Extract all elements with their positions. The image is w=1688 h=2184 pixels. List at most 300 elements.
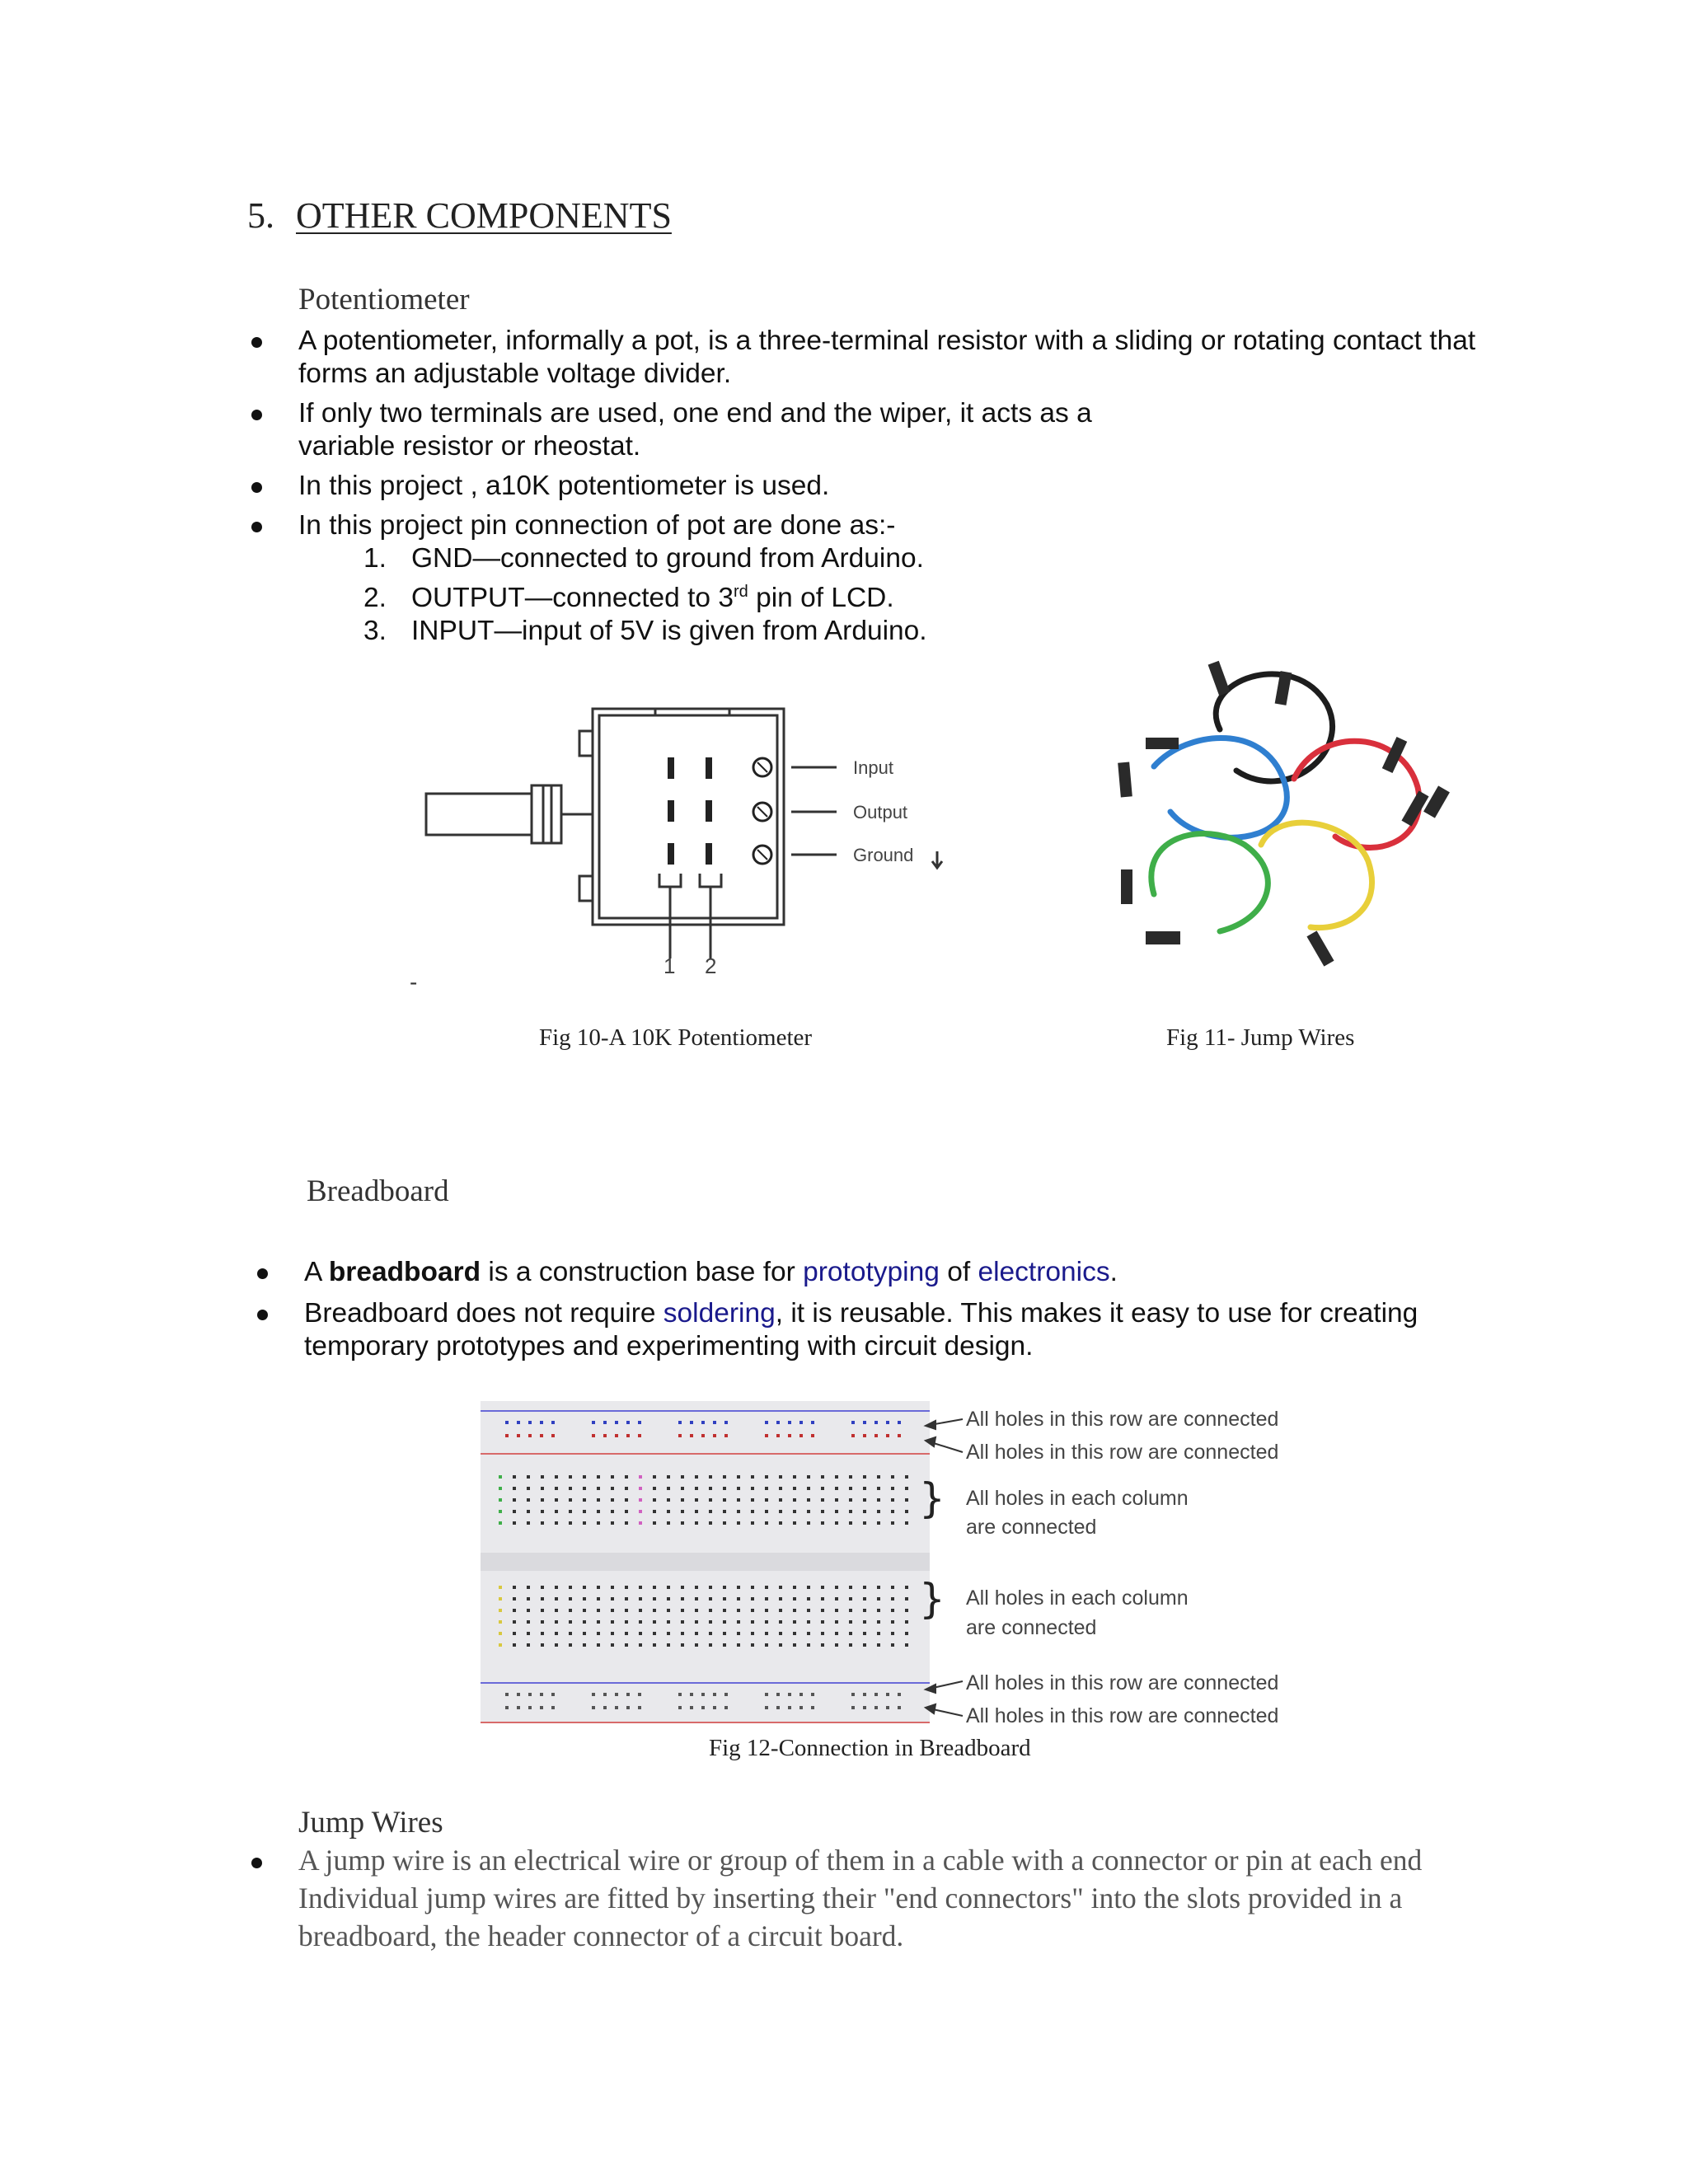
bullet-text: In this project , a10K potentiometer is used. — [298, 471, 830, 501]
bullet-dot-icon — [251, 410, 262, 420]
breadboard-hole — [724, 1706, 728, 1709]
breadboard-hole — [863, 1632, 866, 1635]
pin-list — [251, 542, 1512, 648]
breadboard-hole — [776, 1421, 780, 1424]
breadboard-hole — [709, 1586, 712, 1589]
breadboard-hole — [863, 1693, 866, 1696]
breadboard-hole — [811, 1434, 814, 1437]
breadboard-hole — [713, 1434, 716, 1437]
breadboard-hole — [569, 1643, 572, 1647]
breadboard-hole — [723, 1609, 726, 1612]
breadboard-hole — [695, 1475, 698, 1479]
breadboard-hole — [701, 1434, 705, 1437]
breadboard-hole — [807, 1609, 810, 1612]
breadboard-hole — [528, 1706, 532, 1709]
breadboard-hole — [709, 1643, 712, 1647]
breadboard-hole — [891, 1510, 894, 1513]
breadboard-hole — [541, 1498, 544, 1502]
brace-icon: } — [919, 1575, 945, 1623]
breadboard-hole — [505, 1421, 509, 1424]
label-col-1a: All holes in each column — [966, 1487, 1189, 1510]
breadboard-hole — [639, 1498, 642, 1502]
breadboard-hole — [681, 1586, 684, 1589]
breadboard-hole — [799, 1421, 803, 1424]
breadboard-hole — [874, 1434, 878, 1437]
breadboard-hole — [724, 1693, 728, 1696]
breadboard-hole — [639, 1643, 642, 1647]
label-row-4: All holes in this row are connected — [966, 1704, 1279, 1727]
breadboard-hole — [835, 1597, 838, 1601]
breadboard-hole — [863, 1421, 866, 1424]
breadboard-hole — [849, 1510, 852, 1513]
label-col-2a: All holes in each column — [966, 1586, 1189, 1610]
breadboard-hole — [690, 1706, 693, 1709]
breadboard-hole — [513, 1586, 516, 1589]
breadboard-hole — [793, 1632, 796, 1635]
breadboard-hole — [513, 1498, 516, 1502]
pot-label-input: Input — [853, 757, 893, 778]
pin-text-after: pin of LCD. — [748, 583, 894, 614]
breadboard-hole — [527, 1521, 530, 1525]
breadboard-hole — [638, 1706, 641, 1709]
breadboard-hole — [653, 1643, 656, 1647]
breadboard-hole — [849, 1487, 852, 1490]
breadboard-hole — [807, 1597, 810, 1601]
breadboard-hole — [793, 1597, 796, 1601]
bullet-text: Breadboard does not require — [304, 1298, 663, 1329]
pin-item — [363, 542, 1512, 575]
breadboard-hole — [611, 1487, 614, 1490]
breadboard-hole — [723, 1498, 726, 1502]
breadboard-hole — [667, 1521, 670, 1525]
breadboard-hole — [597, 1632, 600, 1635]
breadboard-hole — [877, 1521, 880, 1525]
breadboard-hole — [891, 1609, 894, 1612]
bullet-dot-icon — [251, 337, 262, 348]
breadboard-hole — [776, 1693, 780, 1696]
breadboard-hole — [625, 1597, 628, 1601]
breadboard-hole — [540, 1434, 543, 1437]
breadboard-hole — [499, 1643, 502, 1647]
breadboard-hole — [597, 1475, 600, 1479]
breadboard-hole — [807, 1521, 810, 1525]
breadboard-hole — [807, 1487, 810, 1490]
breadboard-hole — [751, 1609, 754, 1612]
breadboard-hole — [886, 1434, 889, 1437]
breadboard-hole — [811, 1421, 814, 1424]
breadboard-hole — [807, 1643, 810, 1647]
breadboard-hole — [678, 1706, 682, 1709]
breadboard-hole — [751, 1643, 754, 1647]
section-title: OTHER COMPONENTS — [296, 195, 672, 236]
breadboard-hole — [799, 1693, 803, 1696]
breadboard-hole — [863, 1706, 866, 1709]
breadboard-hole — [863, 1643, 866, 1647]
breadboard-hole — [891, 1620, 894, 1624]
breadboard-hole — [737, 1597, 740, 1601]
breadboard-hole — [653, 1620, 656, 1624]
breadboard-hole — [765, 1421, 768, 1424]
breadboard-hole — [551, 1421, 555, 1424]
breadboard-hole — [765, 1632, 768, 1635]
breadboard-hole — [678, 1693, 682, 1696]
breadboard-hole — [592, 1706, 595, 1709]
breadboard-hole — [611, 1597, 614, 1601]
breadboard-hole — [863, 1434, 866, 1437]
breadboard-hole — [551, 1434, 555, 1437]
breadboard-hole — [541, 1510, 544, 1513]
breadboard-hole — [527, 1643, 530, 1647]
breadboard-hole — [555, 1521, 558, 1525]
breadboard-hole — [583, 1487, 586, 1490]
bullet-item — [257, 1256, 1518, 1289]
breadboard-hole — [626, 1693, 630, 1696]
breadboard-hole — [597, 1521, 600, 1525]
breadboard-hole — [678, 1421, 682, 1424]
breadboard-hole — [513, 1643, 516, 1647]
breadboard-hole — [527, 1620, 530, 1624]
breadboard-hole — [793, 1609, 796, 1612]
breadboard-hole — [527, 1498, 530, 1502]
breadboard-hole — [667, 1487, 670, 1490]
breadboard-hole — [681, 1487, 684, 1490]
breadboard-hole — [555, 1609, 558, 1612]
breadboard-hole — [737, 1521, 740, 1525]
breadboard-hole — [690, 1693, 693, 1696]
breadboard-hole — [835, 1475, 838, 1479]
breadboard-hole — [625, 1498, 628, 1502]
breadboard-hole — [723, 1487, 726, 1490]
breadboard-hole — [527, 1632, 530, 1635]
breadboard-hole — [863, 1597, 866, 1601]
breadboard-hole — [695, 1487, 698, 1490]
breadboard-hole — [499, 1510, 502, 1513]
breadboard-hole — [569, 1609, 572, 1612]
breadboard-hole — [863, 1586, 866, 1589]
pot-pin-2-label: 2 — [705, 954, 717, 978]
breadboard-hole — [891, 1475, 894, 1479]
breadboard-hole — [723, 1521, 726, 1525]
breadboard-hole — [793, 1487, 796, 1490]
breadboard-hole — [527, 1487, 530, 1490]
breadboard-hole — [709, 1597, 712, 1601]
potentiometer-heading: Potentiometer — [298, 283, 470, 316]
breadboard-hole — [513, 1510, 516, 1513]
breadboard-hole — [597, 1609, 600, 1612]
breadboard-hole — [569, 1620, 572, 1624]
breadboard-hole — [891, 1487, 894, 1490]
breadboard-hole — [638, 1421, 641, 1424]
breadboard-hole — [905, 1643, 908, 1647]
breadboard-hole — [569, 1632, 572, 1635]
potentiometer-bullets — [251, 325, 1512, 648]
breadboard-hole — [799, 1706, 803, 1709]
breadboard-hole — [551, 1693, 555, 1696]
breadboard-hole — [513, 1632, 516, 1635]
breadboard-hole — [751, 1521, 754, 1525]
breadboard-hole — [765, 1510, 768, 1513]
breadboard-hole — [667, 1475, 670, 1479]
breadboard-hole — [513, 1521, 516, 1525]
breadboard-hole — [765, 1706, 768, 1709]
breadboard-hole — [555, 1597, 558, 1601]
breadboard-hole — [905, 1597, 908, 1601]
breadboard-hole — [499, 1597, 502, 1601]
breadboard-hole — [779, 1498, 782, 1502]
breadboard-hole — [639, 1586, 642, 1589]
breadboard-hole — [807, 1586, 810, 1589]
breadboard-hole — [625, 1632, 628, 1635]
bullet-dot-icon — [251, 522, 262, 532]
breadboard-hole — [513, 1597, 516, 1601]
breadboard-hole — [724, 1434, 728, 1437]
breadboard-hole — [653, 1510, 656, 1513]
breadboard-hole — [709, 1632, 712, 1635]
brace-icon: } — [919, 1474, 945, 1522]
breadboard-hole — [849, 1475, 852, 1479]
breadboard-hole — [835, 1510, 838, 1513]
breadboard-hole — [528, 1421, 532, 1424]
breadboard-hole — [499, 1521, 502, 1525]
breadboard-hole — [849, 1498, 852, 1502]
breadboard-hole — [681, 1498, 684, 1502]
breadboard-hole — [615, 1693, 618, 1696]
breadboard-hole — [851, 1421, 855, 1424]
breadboard-hole — [528, 1693, 532, 1696]
breadboard-hole — [625, 1609, 628, 1612]
breadboard-hole — [528, 1434, 532, 1437]
section-heading — [247, 194, 672, 237]
pin-sup: rd — [734, 583, 748, 601]
breadboard-hole — [681, 1597, 684, 1601]
breadboard-hole — [811, 1706, 814, 1709]
breadboard-hole — [517, 1693, 520, 1696]
prototyping-link[interactable]: prototyping — [803, 1257, 940, 1287]
breadboard-hole — [592, 1434, 595, 1437]
soldering-link[interactable]: soldering — [663, 1298, 776, 1329]
breadboard-hole — [667, 1609, 670, 1612]
breadboard-hole — [799, 1434, 803, 1437]
breadboard-hole — [807, 1475, 810, 1479]
breadboard-hole — [723, 1586, 726, 1589]
breadboard-hole — [874, 1421, 878, 1424]
breadboard-hole — [779, 1487, 782, 1490]
breadboard-hole — [625, 1643, 628, 1647]
breadboard-hole — [597, 1510, 600, 1513]
breadboard-hole — [765, 1597, 768, 1601]
breadboard-hole — [851, 1706, 855, 1709]
breadboard-hole — [751, 1597, 754, 1601]
pin-number: 2. — [363, 583, 387, 614]
breadboard-hole — [835, 1487, 838, 1490]
breadboard-hole — [681, 1643, 684, 1647]
breadboard-hole — [690, 1421, 693, 1424]
breadboard-hole — [527, 1586, 530, 1589]
breadboard-hole — [877, 1586, 880, 1589]
breadboard-hole — [583, 1586, 586, 1589]
breadboard-hole — [653, 1597, 656, 1601]
breadboard-hole — [541, 1620, 544, 1624]
breadboard-hole — [695, 1521, 698, 1525]
breadboard-hole — [891, 1521, 894, 1525]
breadboard-hole — [611, 1632, 614, 1635]
breadboard-hole — [877, 1597, 880, 1601]
breadboard-hole — [765, 1521, 768, 1525]
breadboard-hole — [849, 1643, 852, 1647]
breadboard-hole — [527, 1597, 530, 1601]
breadboard-hole — [905, 1487, 908, 1490]
breadboard-hole — [625, 1510, 628, 1513]
breadboard-hole — [597, 1498, 600, 1502]
breadboard-hole — [653, 1475, 656, 1479]
breadboard-hole — [615, 1706, 618, 1709]
breadboard-hole — [638, 1434, 641, 1437]
breadboard-hole — [625, 1475, 628, 1479]
breadboard-hole — [793, 1498, 796, 1502]
jump-wires-image — [1104, 647, 1467, 993]
breadboard-hole — [776, 1434, 780, 1437]
pin-item — [363, 575, 1512, 615]
breadboard-hole — [793, 1475, 796, 1479]
breadboard-hole — [835, 1586, 838, 1589]
breadboard-hole — [569, 1475, 572, 1479]
breadboard-hole — [898, 1693, 901, 1696]
breadboard-hole — [555, 1487, 558, 1490]
breadboard-hole — [583, 1498, 586, 1502]
breadboard-hole — [517, 1706, 520, 1709]
breadboard-hole — [765, 1693, 768, 1696]
breadboard-hole — [513, 1487, 516, 1490]
breadboard-hole — [713, 1421, 716, 1424]
potentiometer-diagram — [416, 696, 977, 1010]
breadboard-hole — [863, 1620, 866, 1624]
breadboard-hole — [695, 1510, 698, 1513]
breadboard-hole — [499, 1609, 502, 1612]
breadboard-hole — [821, 1620, 824, 1624]
breadboard-hole — [667, 1643, 670, 1647]
breadboard-hole — [653, 1487, 656, 1490]
breadboard-hole — [653, 1498, 656, 1502]
breadboard-hole — [583, 1475, 586, 1479]
breadboard-hole — [597, 1487, 600, 1490]
ground-arrow-icon — [932, 851, 942, 868]
breadboard-hole — [849, 1521, 852, 1525]
breadboard-hole — [709, 1609, 712, 1612]
breadboard-hole — [737, 1487, 740, 1490]
breadboard-hole — [751, 1620, 754, 1624]
breadboard-diagram — [481, 1401, 1313, 1727]
breadboard-hole — [821, 1510, 824, 1513]
pin-text: OUTPUT—connected to 3 — [411, 583, 734, 614]
breadboard-hole — [723, 1643, 726, 1647]
breadboard-hole — [751, 1632, 754, 1635]
bullet-item — [257, 1297, 1518, 1363]
breadboard-hole — [765, 1620, 768, 1624]
breadboard-hole — [886, 1693, 889, 1696]
breadboard-hole — [611, 1620, 614, 1624]
breadboard-hole — [681, 1620, 684, 1624]
electronics-link[interactable]: electronics — [978, 1257, 1110, 1287]
breadboard-hole — [639, 1475, 642, 1479]
bullet-dot-icon — [257, 1268, 268, 1279]
breadboard-hole — [779, 1597, 782, 1601]
breadboard-hole — [877, 1643, 880, 1647]
breadboard-hole — [541, 1487, 544, 1490]
breadboard-hole — [835, 1521, 838, 1525]
breadboard-hole — [835, 1632, 838, 1635]
breadboard-hole — [709, 1498, 712, 1502]
breadboard-hole — [779, 1632, 782, 1635]
section-number: 5. — [247, 195, 274, 236]
breadboard-hole — [821, 1487, 824, 1490]
bullet-item — [251, 470, 1512, 503]
breadboard-hole — [513, 1609, 516, 1612]
breadboard-hole — [615, 1421, 618, 1424]
breadboard-hole — [821, 1475, 824, 1479]
breadboard-hole — [555, 1620, 558, 1624]
breadboard-hole — [793, 1620, 796, 1624]
breadboard-hole — [638, 1693, 641, 1696]
breadboard-hole — [611, 1586, 614, 1589]
jump-wires-bullets — [251, 1841, 1521, 1955]
breadboard-hole — [639, 1620, 642, 1624]
breadboard-hole — [626, 1706, 630, 1709]
pin-number: 3. — [363, 616, 387, 647]
breadboard-hole — [709, 1510, 712, 1513]
breadboard-hole — [611, 1498, 614, 1502]
breadboard-hole — [583, 1510, 586, 1513]
bullet-item — [251, 1841, 1521, 1955]
breadboard-hole — [583, 1521, 586, 1525]
breadboard-hole — [891, 1643, 894, 1647]
breadboard-hole — [891, 1632, 894, 1635]
breadboard-hole — [678, 1434, 682, 1437]
breadboard-hole — [527, 1510, 530, 1513]
breadboard-hole — [555, 1510, 558, 1513]
breadboard-hole — [751, 1475, 754, 1479]
breadboard-hole — [723, 1475, 726, 1479]
breadboard-hole — [517, 1421, 520, 1424]
breadboard-hole — [695, 1609, 698, 1612]
breadboard-hole — [541, 1521, 544, 1525]
breadboard-hole — [905, 1510, 908, 1513]
breadboard-hole — [713, 1693, 716, 1696]
breadboard-hole — [851, 1434, 855, 1437]
bullet-text: is a construction base for — [481, 1257, 804, 1287]
breadboard-hole — [499, 1487, 502, 1490]
breadboard-hole — [541, 1475, 544, 1479]
breadboard-hole — [851, 1693, 855, 1696]
breadboard-hole — [776, 1706, 780, 1709]
bullet-item — [251, 325, 1512, 391]
label-row-3: All holes in this row are connected — [966, 1671, 1279, 1694]
breadboard-hole — [701, 1421, 705, 1424]
breadboard-hole — [505, 1434, 509, 1437]
breadboard-hole — [835, 1498, 838, 1502]
breadboard-hole — [499, 1632, 502, 1635]
breadboard-hole — [905, 1620, 908, 1624]
label-row-2: All holes in this row are connected — [966, 1441, 1279, 1464]
breadboard-hole — [779, 1510, 782, 1513]
breadboard-hole — [639, 1597, 642, 1601]
breadboard-hole — [583, 1632, 586, 1635]
bullet-text: If only two terminals are used, one end and the wiper, it acts as a variable resistor or rheostat. — [298, 398, 1092, 462]
bullet-dot-icon — [251, 1858, 262, 1868]
breadboard-hole — [555, 1643, 558, 1647]
breadboard-hole — [597, 1597, 600, 1601]
breadboard-hole — [681, 1521, 684, 1525]
stray-mark: - — [410, 969, 418, 995]
